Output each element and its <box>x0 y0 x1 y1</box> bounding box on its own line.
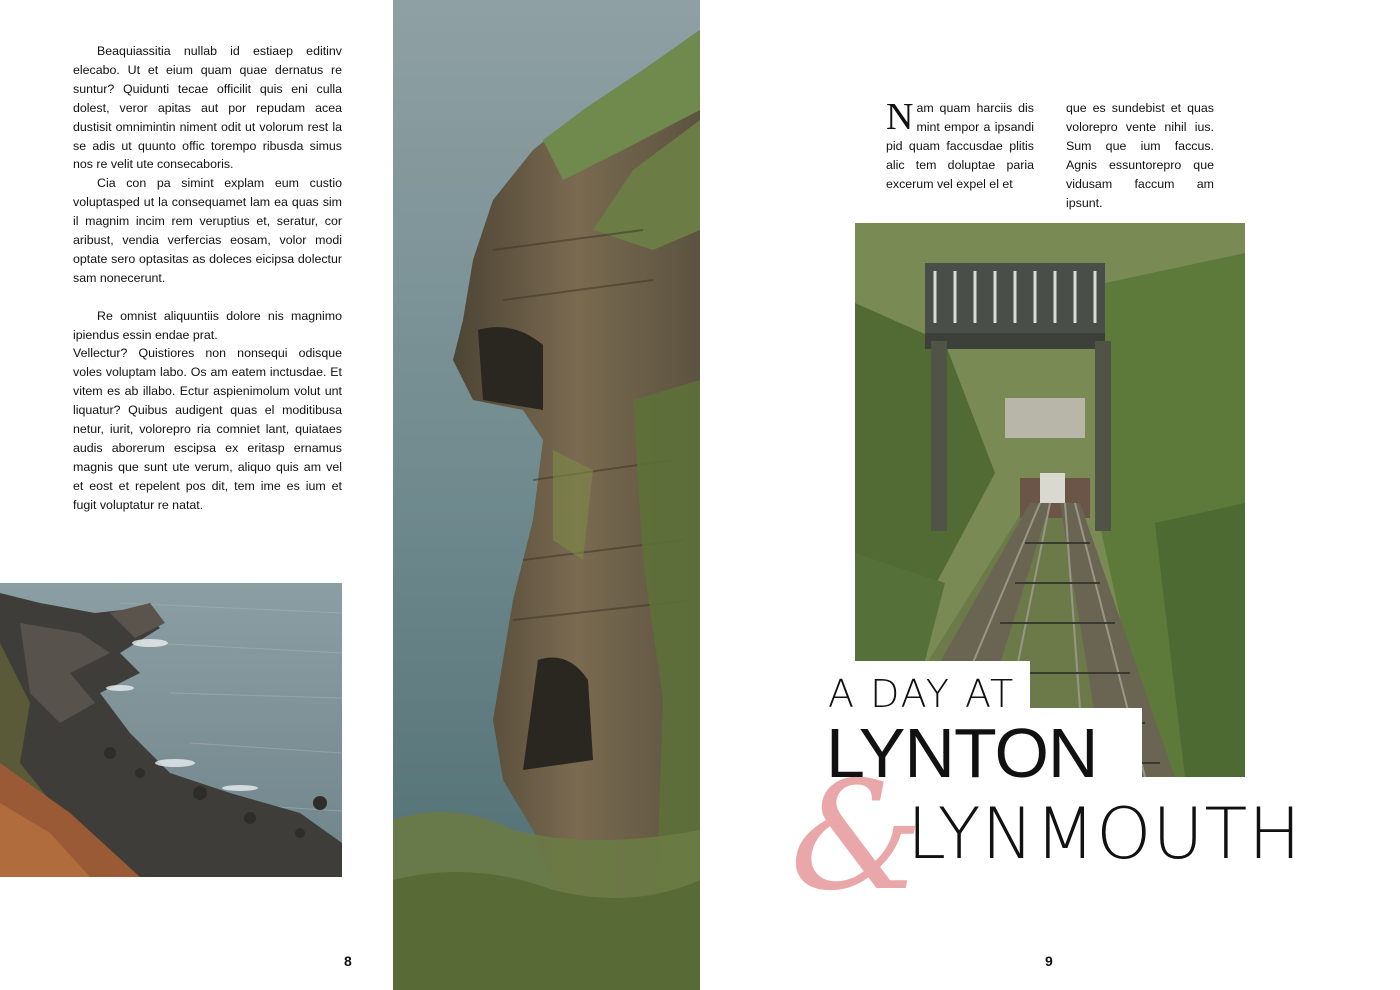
right-body-text-col1 <box>886 96 1034 194</box>
sea-cliff-photo <box>393 0 700 990</box>
page-number-right: 9 <box>1045 953 1053 969</box>
paragraph: Vellectur? Quistiores non nonsequi odisque voles voluptam labo. Os am eatem inctusdae. Et vitem es ab illabo. Ectur aspienimolum volut unt liquatur? Quibus audigent quas el moditibusa netur, iurit, volorepro ria comniet lant, quiataes audis aborerum escipsa ex eritasp ernamus magnis que sunt ute verum, aliquo quis am vel et eost et repelent pos dit, tem ime es ium et fugit voluptatur re natat. <box>73 346 342 512</box>
title-line-1: A DAY AT <box>828 672 1016 716</box>
paragraph: Cia con pa simint explam eum custio voluptasped ut la consequamet lam ea quas sim il magnim incim rem veruptius et, seratur, cor aribust, vendia verfercias eosam, volor modi optate sero optasitas as doleces eicipsa dolectur sam nonecerunt. <box>73 176 342 285</box>
left-body-text <box>73 42 342 515</box>
rocky-coast-photo <box>0 583 342 877</box>
paragraph: que es sundebist et quas volorepro vente nihil ius. Sum que ium faccus. Agnis essuntorepro que vidusam faccum am ipsunt. <box>1066 101 1214 210</box>
right-body-text-col2 <box>1066 99 1214 212</box>
drop-cap: N <box>886 96 914 138</box>
paragraph: Beaquiassitia nullab id estiaep editinv elecabo. Ut et eium quam quae dernatus re suntur? Quidunti tecae officilit quis eni culla dolest, veror apitas aut por repudam acea dustisit omnimintin niment odit ut volorum rest la se adis ut quunto offic torempo ribusda simus nos re velit ute consecaboris. <box>73 44 342 172</box>
paragraph: am quam harciis dis mint empor a ipsandi pid quam faccusdae plitis alic tem doluptae paria excerum vel expel el et <box>886 101 1034 191</box>
page-number-left: 8 <box>344 953 352 969</box>
title-ampersand: & <box>790 750 924 924</box>
paragraph: Re omnist aliquuntiis dolore nis magnimo ipiendus essin endae prat. <box>73 308 342 342</box>
title-line-2: LYNTON <box>826 714 1098 792</box>
title-line-3: LYNMOUTH <box>907 793 1302 875</box>
